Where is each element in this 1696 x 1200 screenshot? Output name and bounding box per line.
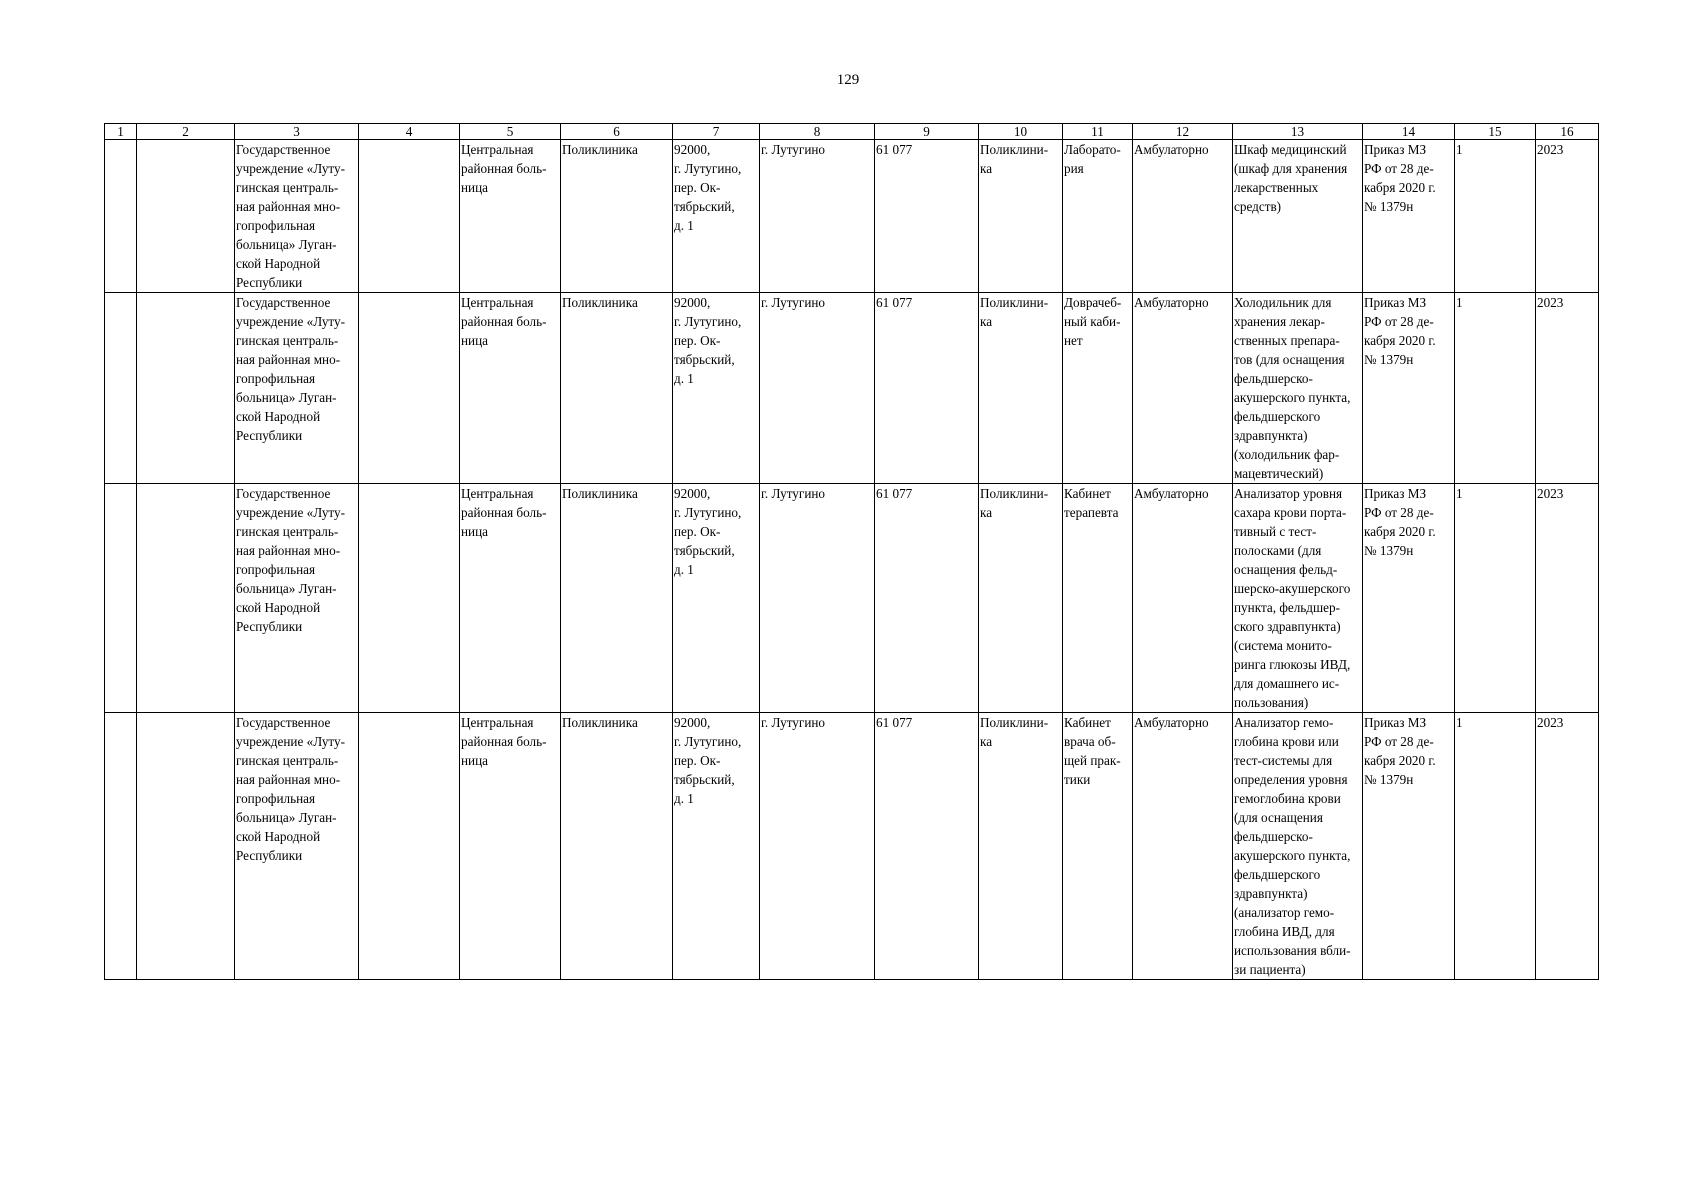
cell-year: 2023	[1536, 140, 1599, 293]
page-number: 129	[836, 72, 860, 88]
column-number-row	[105, 124, 1599, 140]
cell-code	[137, 484, 235, 713]
cell-room: Кабинет врача об- щей прак- тики	[1063, 713, 1133, 980]
cell-col4	[359, 713, 460, 980]
cell-unit: Поликлини- ка	[979, 713, 1063, 980]
cell-quantity: 1	[1455, 713, 1536, 980]
cell-address: 92000, г. Лутугино, пер. Ок- тябрьский, д. 1	[673, 713, 760, 980]
column-header: 3	[235, 124, 359, 140]
column-header: 16	[1536, 124, 1599, 140]
cell-col4	[359, 140, 460, 293]
cell-number	[105, 713, 137, 980]
cell-room: Доврачеб- ный каби- нет	[1063, 293, 1133, 484]
cell-organization: Государственное учреждение «Луту- гинская централь- ная районная мно- гопрофильная больница» Луган- ской Народной Республики	[235, 140, 359, 293]
column-header: 12	[1133, 124, 1233, 140]
column-header: 13	[1233, 124, 1363, 140]
cell-facility-type: Центральная районная боль- ница	[460, 293, 561, 484]
column-header: 10	[979, 124, 1063, 140]
cell-code	[137, 713, 235, 980]
cell-year: 2023	[1536, 293, 1599, 484]
cell-unit: Поликлини- ка	[979, 293, 1063, 484]
cell-order: Приказ МЗ РФ от 28 де- кабря 2020 г. № 1379н	[1363, 140, 1455, 293]
cell-address: 92000, г. Лутугино, пер. Ок- тябрьский, д. 1	[673, 140, 760, 293]
cell-number	[105, 140, 137, 293]
cell-locality: г. Лутугино	[760, 713, 875, 980]
cell-organization: Государственное учреждение «Луту- гинская централь- ная районная мно- гопрофильная больница» Луган- ской Народной Республики	[235, 293, 359, 484]
cell-care-mode: Амбулаторно	[1133, 293, 1233, 484]
cell-quantity: 1	[1455, 140, 1536, 293]
cell-equipment: Анализатор уровня сахара крови порта- тивный с тест- полосками (для оснащения фельд- шерско-акушерского пункта, фельдшер- ского здравпункта) (система монито- ринга глюкозы ИВД, для домашнего ис- пользования)	[1233, 484, 1363, 713]
cell-division: Поликлиника	[561, 484, 673, 713]
cell-col4	[359, 484, 460, 713]
cell-organization: Государственное учреждение «Луту- гинская централь- ная районная мно- гопрофильная больница» Луган- ской Народной Республики	[235, 484, 359, 713]
cell-division: Поликлиника	[561, 713, 673, 980]
cell-year: 2023	[1536, 713, 1599, 980]
cell-care-mode: Амбулаторно	[1133, 484, 1233, 713]
column-header: 11	[1063, 124, 1133, 140]
cell-facility-type: Центральная районная боль- ница	[460, 713, 561, 980]
cell-code	[137, 293, 235, 484]
cell-order: Приказ МЗ РФ от 28 де- кабря 2020 г. № 1379н	[1363, 293, 1455, 484]
column-header: 2	[137, 124, 235, 140]
cell-room: Кабинет терапевта	[1063, 484, 1133, 713]
column-header: 1	[105, 124, 137, 140]
cell-care-mode: Амбулаторно	[1133, 140, 1233, 293]
cell-order: Приказ МЗ РФ от 28 де- кабря 2020 г. № 1379н	[1363, 484, 1455, 713]
cell-code-number: 61 077	[875, 713, 979, 980]
cell-division: Поликлиника	[561, 140, 673, 293]
column-header: 6	[561, 124, 673, 140]
cell-unit: Поликлини- ка	[979, 484, 1063, 713]
column-header: 14	[1363, 124, 1455, 140]
cell-unit: Поликлини- ка	[979, 140, 1063, 293]
column-header: 7	[673, 124, 760, 140]
cell-organization: Государственное учреждение «Луту- гинская централь- ная районная мно- гопрофильная больница» Луган- ской Народной Республики	[235, 713, 359, 980]
column-header: 4	[359, 124, 460, 140]
cell-code	[137, 140, 235, 293]
cell-division: Поликлиника	[561, 293, 673, 484]
cell-facility-type: Центральная районная боль- ница	[460, 140, 561, 293]
cell-code-number: 61 077	[875, 484, 979, 713]
column-header: 5	[460, 124, 561, 140]
cell-facility-type: Центральная районная боль- ница	[460, 484, 561, 713]
column-header: 9	[875, 124, 979, 140]
cell-locality: г. Лутугино	[760, 293, 875, 484]
cell-address: 92000, г. Лутугино, пер. Ок- тябрьский, д. 1	[673, 293, 760, 484]
cell-quantity: 1	[1455, 293, 1536, 484]
equipment-table	[104, 123, 1599, 980]
cell-care-mode: Амбулаторно	[1133, 713, 1233, 980]
table-row	[105, 713, 1599, 980]
cell-number	[105, 293, 137, 484]
cell-code-number: 61 077	[875, 293, 979, 484]
cell-address: 92000, г. Лутугино, пер. Ок- тябрьский, д. 1	[673, 484, 760, 713]
column-header: 15	[1455, 124, 1536, 140]
cell-number	[105, 484, 137, 713]
cell-quantity: 1	[1455, 484, 1536, 713]
cell-equipment: Холодильник для хранения лекар- ственных препара- тов (для оснащения фельдшерско- акушерского пункта, фельдшерского здравпункта) (холодильник фар- мацевтический)	[1233, 293, 1363, 484]
cell-locality: г. Лутугино	[760, 484, 875, 713]
cell-col4	[359, 293, 460, 484]
cell-locality: г. Лутугино	[760, 140, 875, 293]
cell-code-number: 61 077	[875, 140, 979, 293]
cell-room: Лаборато- рия	[1063, 140, 1133, 293]
table-row	[105, 484, 1599, 713]
cell-year: 2023	[1536, 484, 1599, 713]
cell-equipment: Анализатор гемо- глобина крови или тест-системы для определения уровня гемоглобина крови (для оснащения фельдшерско- акушерского пункта, фельдшерского здравпункта) (анализатор гемо- глобина ИВД, для использования вбли- зи пациента)	[1233, 713, 1363, 980]
column-header: 8	[760, 124, 875, 140]
cell-equipment: Шкаф медицинский (шкаф для хранения лекарственных средств)	[1233, 140, 1363, 293]
table-row	[105, 140, 1599, 293]
cell-order: Приказ МЗ РФ от 28 де- кабря 2020 г. № 1379н	[1363, 713, 1455, 980]
table-row	[105, 293, 1599, 484]
